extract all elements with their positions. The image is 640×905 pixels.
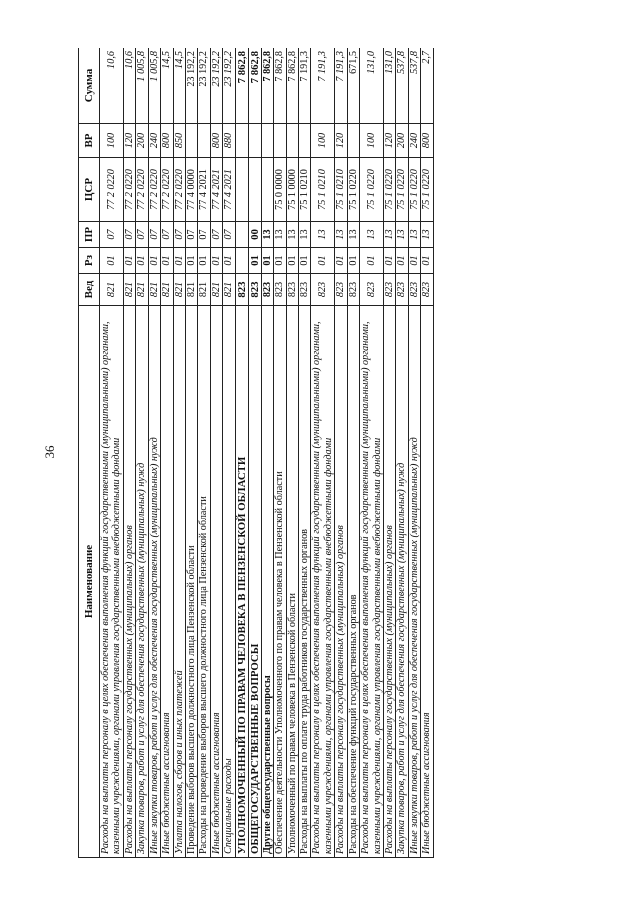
row-pr-cell: 07	[123, 222, 135, 248]
row-rz-cell: 01	[261, 248, 273, 274]
row-sum-cell: 7 862,8	[286, 48, 298, 124]
row-csr-cell: 75 1 0220	[408, 158, 420, 222]
row-ved-cell: 823	[274, 274, 286, 306]
table-row	[421, 48, 433, 858]
table-row	[299, 48, 311, 858]
row-pr-cell: 07	[148, 222, 160, 248]
row-name-cell: ОБЩЕГОСУДАРСТВЕННЫЕ ВОПРОСЫ	[248, 306, 261, 858]
row-sum-cell: 14,5	[161, 48, 173, 124]
row-name-cell: Расходы на проведение выборов высшего должностного лица Пензенской области	[198, 306, 210, 858]
row-ved-cell: 823	[286, 274, 298, 306]
row-ved-cell: 823	[360, 274, 384, 306]
row-rz-cell: 01	[161, 248, 173, 274]
row-vr-cell: 100	[100, 124, 124, 158]
row-csr-cell: 77 2 0220	[161, 158, 173, 222]
row-sum-cell: 7 862,8	[248, 48, 261, 124]
row-pr-cell: 13	[274, 222, 286, 248]
row-csr-cell: 75 1 0210	[299, 158, 311, 222]
row-sum-cell: 14,5	[173, 48, 185, 124]
row-vr-cell	[261, 124, 273, 158]
row-csr-cell: 77 2 0220	[100, 158, 124, 222]
row-ved-cell: 823	[408, 274, 420, 306]
row-name-cell: Уплата налогов, сборов и иных платежей	[173, 306, 185, 858]
row-name-cell: Расходы на выплаты персоналу государственных (муниципальных) органов	[335, 306, 347, 858]
row-csr-cell: 75 1 0220	[421, 158, 433, 222]
row-ved-cell: 823	[299, 274, 311, 306]
row-pr-cell: 07	[198, 222, 210, 248]
row-vr-cell: 880	[223, 124, 235, 158]
row-pr-cell: 13	[311, 222, 335, 248]
row-name-cell: Расходы на выплаты по оплате труда работников государственных органов	[299, 306, 311, 858]
row-rz-cell: 01	[274, 248, 286, 274]
row-pr-cell	[235, 222, 248, 248]
row-pr-cell: 13	[299, 222, 311, 248]
table-row	[161, 48, 173, 858]
row-csr-cell: 75 1 0220	[396, 158, 408, 222]
row-sum-cell: 23 192,2	[185, 48, 197, 124]
row-rz-cell: 01	[299, 248, 311, 274]
row-ved-cell: 823	[335, 274, 347, 306]
row-vr-cell: 200	[396, 124, 408, 158]
row-ved-cell: 823	[396, 274, 408, 306]
row-sum-cell: 7 862,8	[274, 48, 286, 124]
table-row	[384, 48, 396, 858]
row-pr-cell: 13	[261, 222, 273, 248]
budget-table	[78, 48, 434, 858]
row-sum-cell: 23 192,2	[210, 48, 222, 124]
rotated-table-wrapper	[78, 48, 618, 858]
row-vr-cell	[299, 124, 311, 158]
row-pr-cell: 13	[347, 222, 359, 248]
row-sum-cell: 131,0	[384, 48, 396, 124]
row-rz-cell: 01	[100, 248, 124, 274]
table-row	[123, 48, 135, 858]
row-csr-cell	[248, 158, 261, 222]
row-pr-cell: 07	[185, 222, 197, 248]
row-vr-cell	[286, 124, 298, 158]
row-vr-cell	[185, 124, 197, 158]
row-ved-cell: 821	[136, 274, 148, 306]
row-sum-cell: 537,8	[396, 48, 408, 124]
row-csr-cell: 77 4 0000	[185, 158, 197, 222]
row-name-cell: Расходы на выплаты персоналу государственных (муниципальных) органов	[384, 306, 396, 858]
row-csr-cell: 75 1 0000	[286, 158, 298, 222]
row-sum-cell: 10,6	[100, 48, 124, 124]
row-csr-cell	[235, 158, 248, 222]
row-name-cell: УПОЛНОМОЧЕННЫЙ ПО ПРАВАМ ЧЕЛОВЕКА В ПЕНЗЕНСКОЙ ОБЛАСТИ	[235, 306, 248, 858]
header-sum: Сумма	[79, 48, 100, 124]
row-sum-cell: 1 005,8	[148, 48, 160, 124]
table-row	[223, 48, 235, 858]
row-ved-cell: 821	[173, 274, 185, 306]
row-vr-cell: 120	[335, 124, 347, 158]
row-name-cell: Проведение выборов высшего должностного лица Пензенской области	[185, 306, 197, 858]
header-name: Наименование	[79, 306, 100, 858]
row-csr-cell: 77 4 2021	[210, 158, 222, 222]
row-ved-cell: 823	[347, 274, 359, 306]
row-ved-cell: 821	[123, 274, 135, 306]
row-rz-cell: 01	[136, 248, 148, 274]
row-csr-cell: 75 1 0220	[347, 158, 359, 222]
row-pr-cell: 13	[408, 222, 420, 248]
row-name-cell: Уполномоченный по правам человека в Пензенской области	[286, 306, 298, 858]
row-sum-cell: 10,6	[123, 48, 135, 124]
table-row	[185, 48, 197, 858]
row-pr-cell: 13	[286, 222, 298, 248]
table-row	[311, 48, 335, 858]
row-pr-cell: 07	[161, 222, 173, 248]
row-rz-cell: 01	[335, 248, 347, 274]
row-vr-cell	[198, 124, 210, 158]
table-row	[248, 48, 261, 858]
row-vr-cell: 100	[360, 124, 384, 158]
row-name-cell: Иные бюджетные ассигнования	[210, 306, 222, 858]
table-row	[360, 48, 384, 858]
row-rz-cell: 01	[360, 248, 384, 274]
row-vr-cell	[235, 124, 248, 158]
row-vr-cell	[347, 124, 359, 158]
budget-table-frame	[78, 48, 618, 858]
row-sum-cell: 2,7	[421, 48, 433, 124]
row-csr-cell: 77 4 2021	[198, 158, 210, 222]
row-name-cell: Обеспечение деятельности Уполномоченного по правам человека в Пензенской области	[274, 306, 286, 858]
table-row	[347, 48, 359, 858]
row-pr-cell: 13	[384, 222, 396, 248]
header-vr: ВР	[79, 124, 100, 158]
row-vr-cell: 800	[161, 124, 173, 158]
row-pr-cell: 13	[421, 222, 433, 248]
row-rz-cell: 01	[123, 248, 135, 274]
row-ved-cell: 821	[100, 274, 124, 306]
row-rz-cell: 01	[185, 248, 197, 274]
row-rz-cell: 01	[311, 248, 335, 274]
row-csr-cell: 77 2 0220	[123, 158, 135, 222]
row-csr-cell	[261, 158, 273, 222]
row-ved-cell: 821	[185, 274, 197, 306]
row-ved-cell: 823	[384, 274, 396, 306]
row-ved-cell: 823	[261, 274, 273, 306]
row-vr-cell: 850	[173, 124, 185, 158]
table-row	[274, 48, 286, 858]
row-pr-cell: 07	[223, 222, 235, 248]
table-row	[261, 48, 273, 858]
row-rz-cell: 01	[396, 248, 408, 274]
row-vr-cell: 120	[384, 124, 396, 158]
row-ved-cell: 823	[235, 274, 248, 306]
row-pr-cell: 07	[173, 222, 185, 248]
row-sum-cell: 7 862,8	[261, 48, 273, 124]
row-name-cell: Расходы на выплаты персоналу в целях обеспечения выполнения функций государственными (муниципальными) органами, казенными учреждениями, органами управления государственными внебюджетными фондами	[360, 306, 384, 858]
row-ved-cell: 823	[311, 274, 335, 306]
header-csr: ЦСР	[79, 158, 100, 222]
row-rz-cell: 01	[198, 248, 210, 274]
row-rz-cell: 01	[421, 248, 433, 274]
row-name-cell: Закупка товаров, работ и услуг для обеспечения государственных (муниципальных) нужд	[396, 306, 408, 858]
row-sum-cell: 1 005,8	[136, 48, 148, 124]
row-sum-cell: 7 191,3	[335, 48, 347, 124]
header-ved: Вед	[79, 274, 100, 306]
row-vr-cell	[248, 124, 261, 158]
row-name-cell: Расходы на обеспечение функций государственных органов	[347, 306, 359, 858]
row-csr-cell: 75 1 0220	[360, 158, 384, 222]
row-sum-cell: 671,5	[347, 48, 359, 124]
table-row	[235, 48, 248, 858]
row-rz-cell: 01	[248, 248, 261, 274]
row-name-cell: Другие общегосударственные вопросы	[261, 306, 273, 858]
row-rz-cell: 01	[173, 248, 185, 274]
row-vr-cell: 240	[408, 124, 420, 158]
row-rz-cell: 01	[210, 248, 222, 274]
row-csr-cell: 77 2 0220	[136, 158, 148, 222]
row-name-cell: Специальные расходы	[223, 306, 235, 858]
row-pr-cell: 07	[100, 222, 124, 248]
row-vr-cell: 800	[210, 124, 222, 158]
row-rz-cell: 01	[347, 248, 359, 274]
row-pr-cell: 13	[396, 222, 408, 248]
table-row	[136, 48, 148, 858]
row-csr-cell: 75 1 0220	[384, 158, 396, 222]
row-pr-cell: 13	[335, 222, 347, 248]
row-name-cell: Иные закупки товаров, работ и услуг для обеспечения государственных (муниципальных) нужд	[408, 306, 420, 858]
row-rz-cell: 01	[223, 248, 235, 274]
row-pr-cell: 13	[360, 222, 384, 248]
table-row	[100, 48, 124, 858]
header-pr: ПР	[79, 222, 100, 248]
row-ved-cell: 823	[421, 274, 433, 306]
row-sum-cell: 7 191,3	[311, 48, 335, 124]
table-row	[396, 48, 408, 858]
row-csr-cell: 77 2 0220	[148, 158, 160, 222]
row-ved-cell: 821	[161, 274, 173, 306]
row-ved-cell: 821	[223, 274, 235, 306]
row-pr-cell: 07	[210, 222, 222, 248]
row-name-cell: Расходы на выплаты персоналу в целях обеспечения выполнения функций государственными (муниципальными) органами, казенными учреждениями, органами управления государственными внебюджетными фондами	[311, 306, 335, 858]
row-name-cell: Расходы на выплаты персоналу в целях обеспечения выполнения функций государственными (муниципальными) органами, казенными учреждениями, органами управления государственными внебюджетными фондами	[100, 306, 124, 858]
row-name-cell: Расходы на выплаты персоналу государственных (муниципальных) органов	[123, 306, 135, 858]
row-csr-cell: 75 1 0210	[335, 158, 347, 222]
row-ved-cell: 821	[148, 274, 160, 306]
table-row	[408, 48, 420, 858]
row-name-cell: Иные бюджетные ассигнования	[421, 306, 433, 858]
table-row	[210, 48, 222, 858]
row-vr-cell: 120	[123, 124, 135, 158]
row-vr-cell: 240	[148, 124, 160, 158]
row-rz-cell: 01	[408, 248, 420, 274]
table-row	[173, 48, 185, 858]
row-pr-cell: 07	[136, 222, 148, 248]
row-rz-cell: 01	[384, 248, 396, 274]
row-name-cell: Иные бюджетные ассигнования	[161, 306, 173, 858]
row-vr-cell: 800	[421, 124, 433, 158]
row-rz-cell: 01	[148, 248, 160, 274]
page-number: 36	[42, 445, 57, 459]
row-csr-cell: 77 4 2021	[223, 158, 235, 222]
row-rz-cell	[235, 248, 248, 274]
row-vr-cell	[274, 124, 286, 158]
row-csr-cell: 75 1 0210	[311, 158, 335, 222]
table-header-row	[79, 48, 100, 858]
row-ved-cell: 821	[198, 274, 210, 306]
table-row	[148, 48, 160, 858]
row-vr-cell: 200	[136, 124, 148, 158]
row-sum-cell: 537,8	[408, 48, 420, 124]
row-csr-cell: 77 2 0220	[173, 158, 185, 222]
row-sum-cell: 131,0	[360, 48, 384, 124]
row-name-cell: Иные закупки товаров, работ и услуг для обеспечения государственных (муниципальных) нужд	[148, 306, 160, 858]
header-rz: Рз	[79, 248, 100, 274]
table-row	[198, 48, 210, 858]
row-vr-cell: 100	[311, 124, 335, 158]
table-row	[286, 48, 298, 858]
row-ved-cell: 823	[248, 274, 261, 306]
row-sum-cell: 23 192,2	[223, 48, 235, 124]
row-sum-cell: 7 862,8	[235, 48, 248, 124]
row-sum-cell: 7 191,3	[299, 48, 311, 124]
row-ved-cell: 821	[210, 274, 222, 306]
row-sum-cell: 23 192,2	[198, 48, 210, 124]
table-row	[335, 48, 347, 858]
row-pr-cell: 00	[248, 222, 261, 248]
row-name-cell: Закупка товаров, работ и услуг для обеспечения государственных (муниципальных) нужд	[136, 306, 148, 858]
row-rz-cell: 01	[286, 248, 298, 274]
row-csr-cell: 75 0 0000	[274, 158, 286, 222]
table-body	[100, 48, 434, 858]
